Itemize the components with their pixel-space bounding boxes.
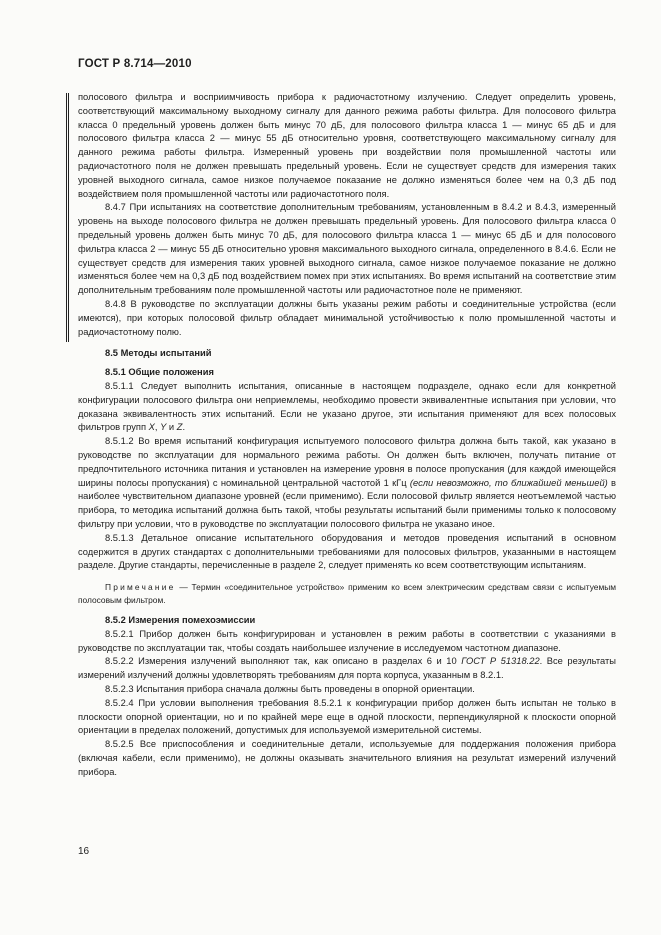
paragraph-8-5-2-2: 8.5.2.2 Измерения излучений выполняют так, как описано в разделах 6 и 10 ГОСТ Р 51318.22. Все результаты измерений излучений должны удовлетворять требованиям для порта корпуса, указанным в 8.2.1.	[78, 656, 616, 681]
paragraph-8-5-2-3: 8.5.2.3 Испытания прибора сначала должны быть проведены в опорной ориентации.	[105, 684, 475, 695]
paragraph-8-5-2-1: 8.5.2.1 Прибор должен быть конфигурирован и установлен в режим работы в соответствии с указаниями в руководстве по эксплуатации так, чтобы создать наибольшее излучение в исследуемом частотном диапазоне.	[78, 628, 616, 653]
paragraph-8-5-1-3: 8.5.1.3 Детальное описание испытательного оборудования и методов проведения испытаний в основном содержится в других стандартах с дополнительными требованиями для полосовых фильтров, указанными в настоящем разделе. Другие стандарты, перечисленные в разделе 2, следует применять ко всем соответствующим испытаниям.	[78, 532, 616, 571]
note: Примечание — Термин «соединительное устройство» применим ко всем электрическим средствам связи с испытуемым полосовым фильтром.	[78, 582, 616, 605]
paragraph-8-5-1-2: 8.5.1.2 Во время испытаний конфигурация испытуемого полосового фильтра должна быть такой, как указано в руководстве по эксплуатации для нормального режима работы. Он должен быть включен, получать питание от предпочтительного источника питания и установлен на измерение уровня в полосе пропускания (для каждой имеющейся ширины полосы пропускания) с номинальной центральной частотой 1 кГц (если невозможно, то ближайшей меньшей) в наиболее чувствительном диапазоне уровней (если применимо). Если полосовой фильтр является неотъемлемой частью прибора, то методика испытаний должна быть такой, чтобы результаты испытаний были применимы только к полосовому фильтру при условии, что в руководстве по эксплуатации полосового фильтра не указано иное.	[78, 436, 617, 529]
paragraph-8-4-8: 8.4.8 В руководстве по эксплуатации должны быть указаны режим работы и соединительные устройства (если имеются), при которых полосовой фильтр обладает минимальной устойчивостью к полю промышленной частоты и радиочастотному полю.	[78, 298, 616, 337]
paragraph-8-5-2-5: 8.5.2.5 Все приспособления и соединительные детали, используемые для поддержания положения прибора (включая кабели, если применимо), не должны оказывать значительного влияния на результат измерений излучений прибора.	[78, 739, 616, 777]
page-body	[78, 91, 616, 780]
subsection-heading-8-5-1: 8.5.1 Общие положения	[105, 367, 214, 378]
paragraph-8-4-7: 8.4.7 При испытаниях на соответствие дополнительным требованиям, установленным в 8.4.2 и 8.4.3, измеренный уровень на выходе полосового фильтра не должен превышать предельный уровень. Для полосового фильтра класса 0 предельный уровень должен быть минус 70 дБ, для полосового фильтра класса 1 — минус 65 дБ и для полосового фильтра класса 2 — минус 55 дБ относительно уровня максимального выходного сигнала, определенного в 8.4.6. Если не существует средств для измерения таких уровней выходного сигнала, самое низкое получаемое показание не должно изменяться более чем на 0,3 дБ под воздействием помех при этих испытаниях. Во время испытаний на соответствие этим дополнительным требованиям поле промышленной частоты или радиочастотное поле не применяют.	[78, 202, 616, 296]
note-label: Примечание	[105, 582, 176, 593]
paragraph-8-5-2-4: 8.5.2.4 При условии выполнения требования 8.5.2.1 к конфигурации прибор должен быть испытан не только в плоскости опорной ориентации, но и по крайней мере еще в одной плоскости, перпендикулярной к плоскости опорной ориентации в пределах положений, допустимых для используемой измерительной системы.	[78, 697, 616, 736]
page-number: 16	[78, 846, 90, 857]
change-bar	[66, 93, 69, 342]
page-header: ГОСТ Р 8.714—2010	[78, 58, 192, 70]
paragraph-8-5-1-1: 8.5.1.1 Следует выполнить испытания, описанные в настоящем подразделе, однако если для конкретной конфигурации полосового фильтра они неприемлемы, необходимо провести эквивалентные испытания при условии, что доказана эквивалентность этих испытаний. Если не указано другое, эти испытания применяют для всех полосовых фильтров групп X, Y и Z.	[78, 380, 616, 433]
section-heading-8-5: 8.5 Методы испытаний	[105, 348, 212, 359]
subsection-heading-8-5-2: 8.5.2 Измерения помехоэмиссии	[105, 615, 256, 626]
paragraph-continuation: полосового фильтра и восприимчивость прибора к радиочастотному излучению. Следует определить уровень, соответствующий максимальному выходному сигналу для данного режима работы фильтра. Для полосового фильтра класса 0 предельный уровень должен быть минус 70 дБ, для полосового фильтра класса 1 — минус 65 дБ и для полосового фильтра класса 2 — минус 55 дБ относительно уровня, соответствующего максимальному сигналу для данного режима работы фильтра. Измеренный уровень при воздействии поля промышленной частоты или радиочастотного поля не должен превышать предельный уровень. Если не существует средств для измерения таких уровней выходного сигнала, самое низкое получаемое показание не должно изменяться более чем на 0,3 дБ под воздействием поля промышленной частоты или радиочастотного поля.	[78, 92, 616, 199]
